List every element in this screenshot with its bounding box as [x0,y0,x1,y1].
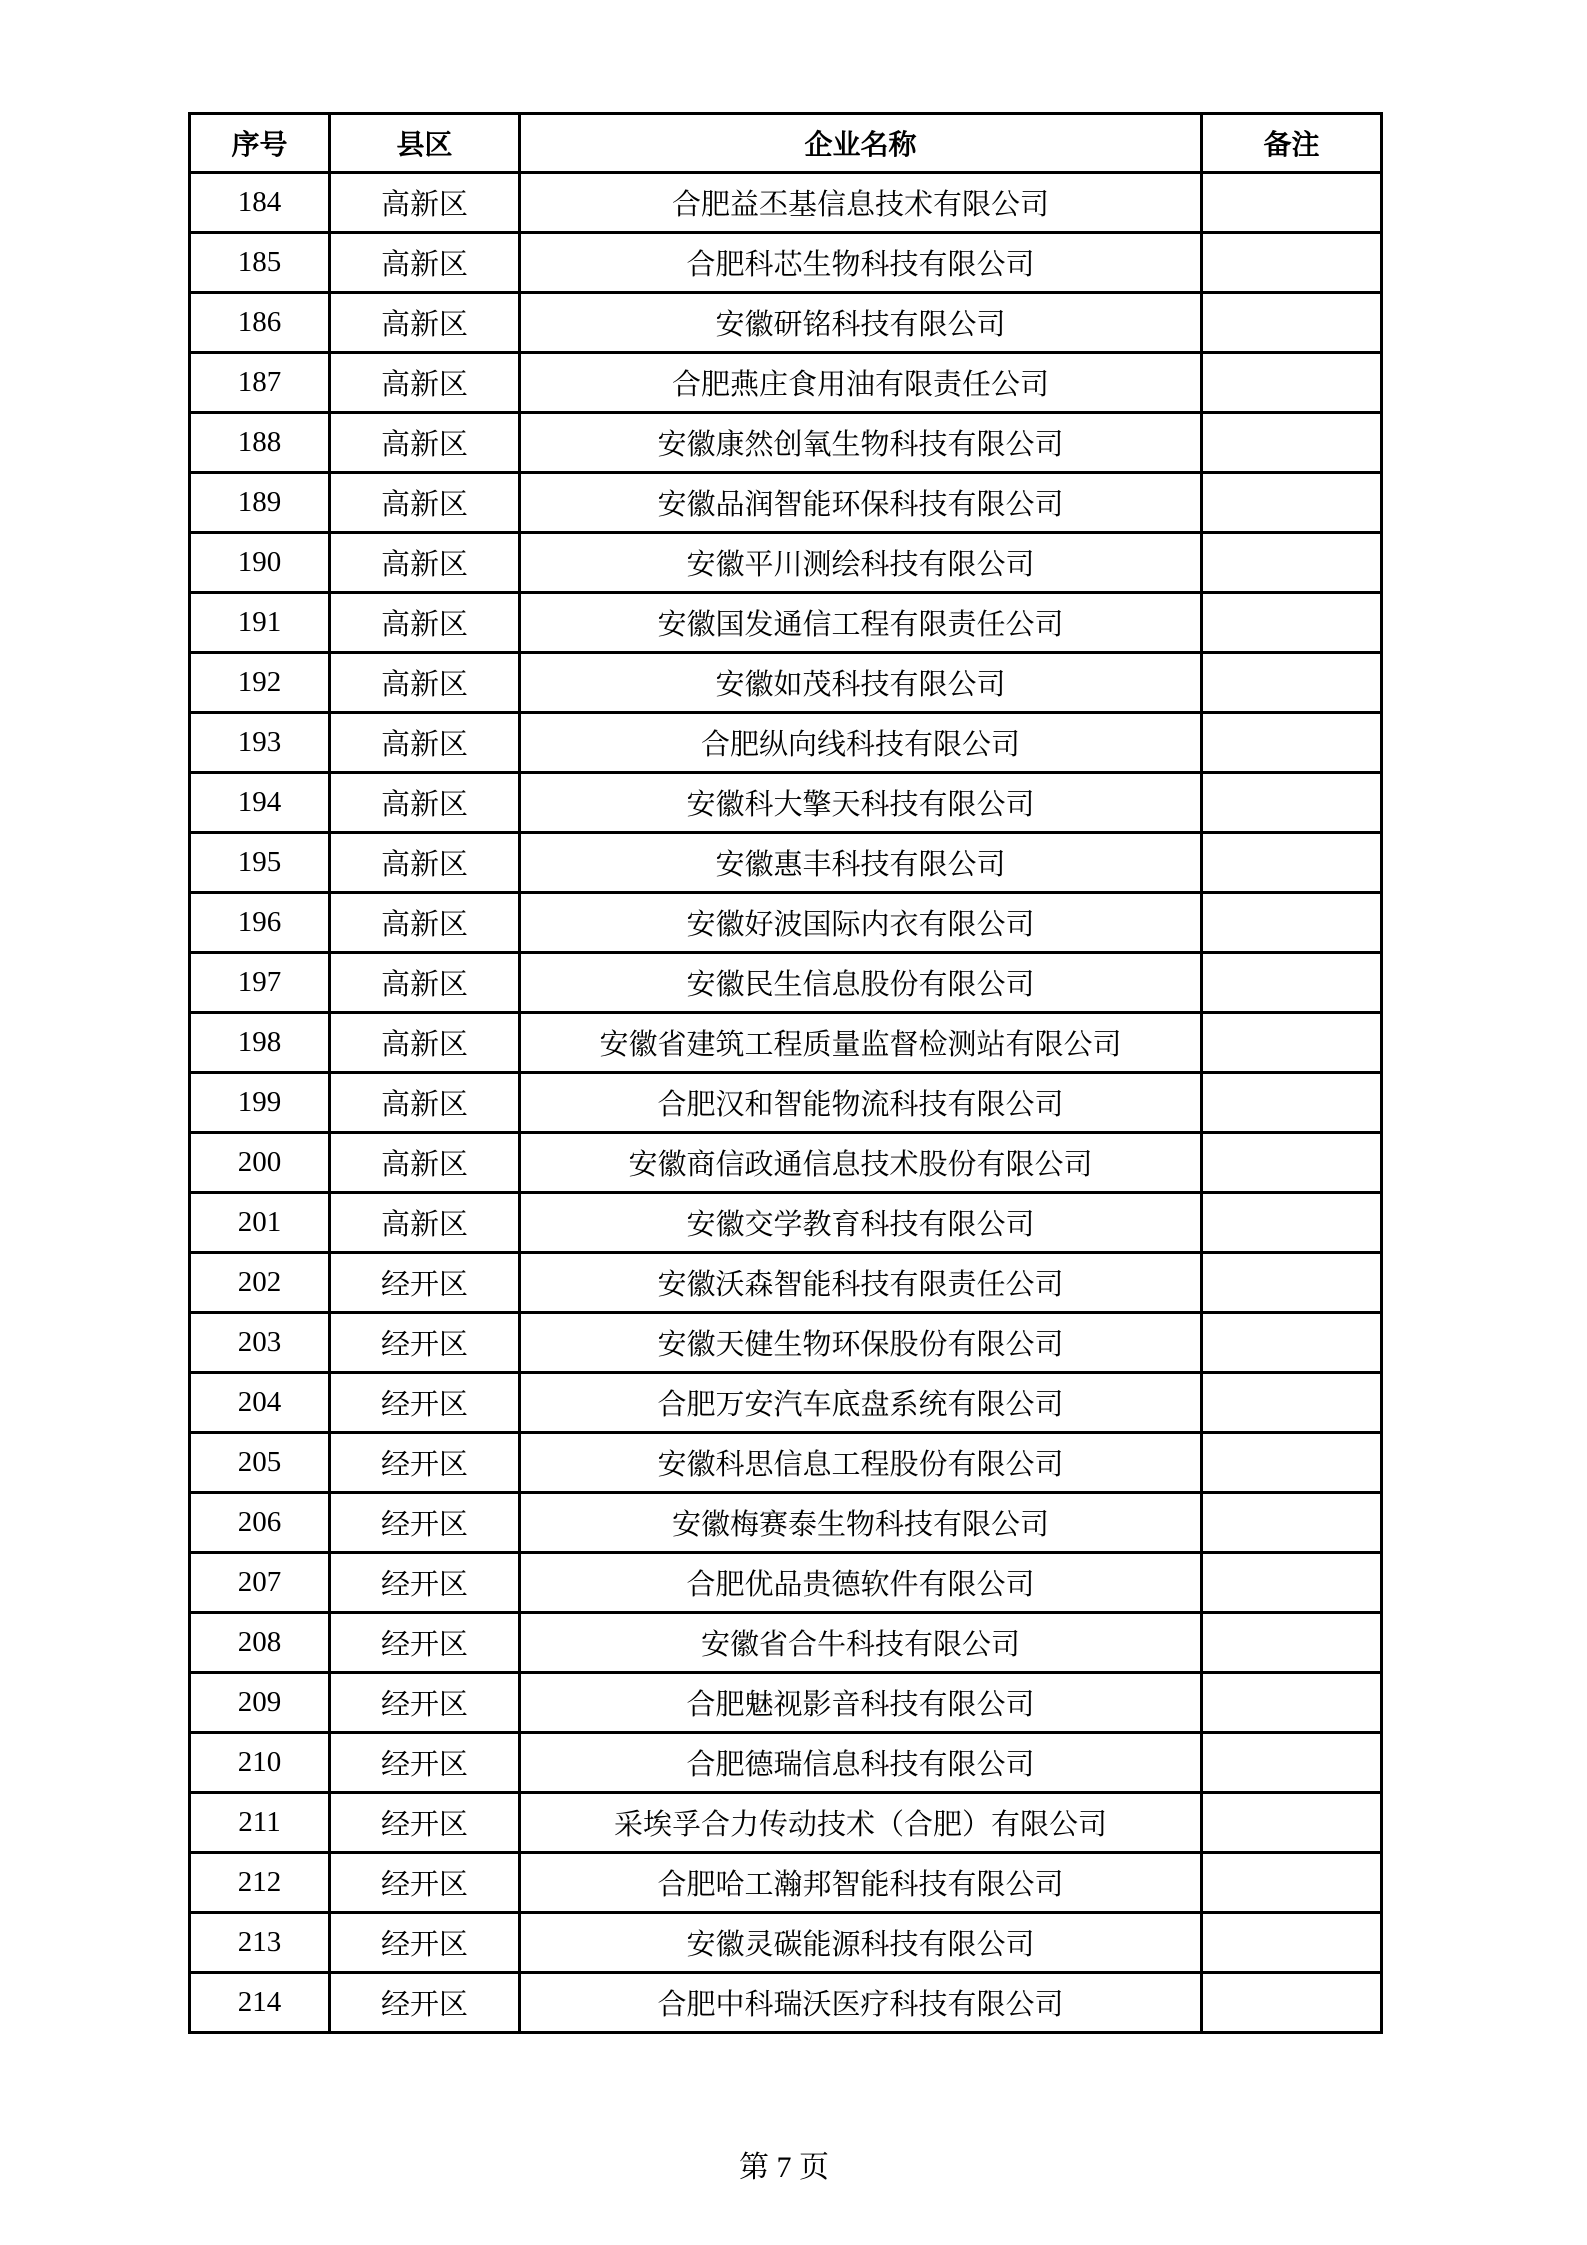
table-row [190,593,1382,653]
cell-district: 经开区 [330,1553,520,1613]
cell-company-name: 安徽沃森智能科技有限责任公司 [520,1253,1202,1313]
cell-serial-number: 198 [190,1013,330,1073]
cell-remark [1202,1553,1382,1613]
cell-district: 高新区 [330,1133,520,1193]
cell-remark [1202,293,1382,353]
table-row [190,1793,1382,1853]
cell-remark [1202,1673,1382,1733]
cell-company-name: 合肥德瑞信息科技有限公司 [520,1733,1202,1793]
table-row [190,233,1382,293]
cell-remark [1202,1493,1382,1553]
cell-company-name: 安徽交学教育科技有限公司 [520,1193,1202,1253]
cell-serial-number: 214 [190,1973,330,2033]
cell-company-name: 合肥汉和智能物流科技有限公司 [520,1073,1202,1133]
cell-company-name: 安徽科思信息工程股份有限公司 [520,1433,1202,1493]
cell-company-name: 安徽灵碳能源科技有限公司 [520,1913,1202,1973]
header-cell-district: 县区 [330,114,520,173]
cell-district: 高新区 [330,713,520,773]
cell-company-name: 合肥优品贵德软件有限公司 [520,1553,1202,1613]
cell-remark [1202,833,1382,893]
cell-remark [1202,1433,1382,1493]
cell-company-name: 合肥魅视影音科技有限公司 [520,1673,1202,1733]
cell-serial-number: 202 [190,1253,330,1313]
cell-company-name: 安徽惠丰科技有限公司 [520,833,1202,893]
cell-remark [1202,1913,1382,1973]
cell-remark [1202,1253,1382,1313]
cell-district: 经开区 [330,1673,520,1733]
cell-company-name: 安徽商信政通信息技术股份有限公司 [520,1133,1202,1193]
cell-remark [1202,773,1382,833]
cell-company-name: 合肥哈工瀚邦智能科技有限公司 [520,1853,1202,1913]
cell-district: 高新区 [330,1193,520,1253]
cell-district: 高新区 [330,1013,520,1073]
cell-remark [1202,1793,1382,1853]
cell-district: 高新区 [330,833,520,893]
cell-serial-number: 197 [190,953,330,1013]
cell-company-name: 合肥科芯生物科技有限公司 [520,233,1202,293]
company-table [188,112,1383,2034]
cell-district: 高新区 [330,413,520,473]
cell-remark [1202,1073,1382,1133]
cell-company-name: 安徽平川测绘科技有限公司 [520,533,1202,593]
cell-district: 经开区 [330,1253,520,1313]
cell-district: 高新区 [330,233,520,293]
cell-remark [1202,1133,1382,1193]
cell-serial-number: 203 [190,1313,330,1373]
cell-company-name: 合肥益丕基信息技术有限公司 [520,173,1202,233]
cell-serial-number: 187 [190,353,330,413]
table-row [190,173,1382,233]
cell-district: 高新区 [330,593,520,653]
cell-district: 经开区 [330,1733,520,1793]
cell-serial-number: 210 [190,1733,330,1793]
cell-company-name: 合肥万安汽车底盘系统有限公司 [520,1373,1202,1433]
cell-serial-number: 212 [190,1853,330,1913]
table-row [190,1073,1382,1133]
table-row [190,1253,1382,1313]
table-row [190,773,1382,833]
cell-serial-number: 204 [190,1373,330,1433]
table-row [190,833,1382,893]
cell-serial-number: 195 [190,833,330,893]
table-row [190,353,1382,413]
cell-serial-number: 208 [190,1613,330,1673]
cell-serial-number: 186 [190,293,330,353]
cell-remark [1202,653,1382,713]
header-cell-remark: 备注 [1202,114,1382,173]
cell-remark [1202,413,1382,473]
table-row [190,1493,1382,1553]
cell-remark [1202,233,1382,293]
cell-district: 高新区 [330,1073,520,1133]
cell-district: 经开区 [330,1493,520,1553]
cell-company-name: 安徽康然创氧生物科技有限公司 [520,413,1202,473]
table-body [190,173,1382,2033]
cell-district: 经开区 [330,1913,520,1973]
cell-serial-number: 211 [190,1793,330,1853]
table-row [190,293,1382,353]
cell-serial-number: 190 [190,533,330,593]
cell-district: 高新区 [330,773,520,833]
cell-district: 高新区 [330,473,520,533]
table-row [190,953,1382,1013]
cell-company-name: 安徽天健生物环保股份有限公司 [520,1313,1202,1373]
cell-serial-number: 185 [190,233,330,293]
cell-serial-number: 199 [190,1073,330,1133]
cell-district: 经开区 [330,1373,520,1433]
cell-serial-number: 206 [190,1493,330,1553]
cell-district: 高新区 [330,353,520,413]
cell-serial-number: 188 [190,413,330,473]
cell-remark [1202,173,1382,233]
table-row [190,1913,1382,1973]
table-row [190,653,1382,713]
cell-remark [1202,1733,1382,1793]
cell-remark [1202,1973,1382,2033]
cell-district: 经开区 [330,1313,520,1373]
cell-remark [1202,593,1382,653]
cell-serial-number: 207 [190,1553,330,1613]
cell-company-name: 安徽研铭科技有限公司 [520,293,1202,353]
cell-serial-number: 194 [190,773,330,833]
cell-district: 高新区 [330,533,520,593]
table-row [190,413,1382,473]
cell-remark [1202,1373,1382,1433]
cell-district: 经开区 [330,1433,520,1493]
cell-remark [1202,473,1382,533]
cell-serial-number: 192 [190,653,330,713]
table-row [190,1313,1382,1373]
table-row [190,1673,1382,1733]
cell-company-name: 合肥纵向线科技有限公司 [520,713,1202,773]
cell-company-name: 合肥中科瑞沃医疗科技有限公司 [520,1973,1202,2033]
cell-serial-number: 200 [190,1133,330,1193]
cell-district: 经开区 [330,1613,520,1673]
cell-remark [1202,353,1382,413]
header-cell-no: 序号 [190,114,330,173]
cell-remark [1202,1853,1382,1913]
cell-serial-number: 196 [190,893,330,953]
cell-serial-number: 213 [190,1913,330,1973]
cell-company-name: 安徽好波国际内衣有限公司 [520,893,1202,953]
table-row [190,713,1382,773]
table-row [190,1973,1382,2033]
cell-serial-number: 201 [190,1193,330,1253]
cell-district: 经开区 [330,1973,520,2033]
cell-company-name: 安徽科大擎天科技有限公司 [520,773,1202,833]
cell-serial-number: 191 [190,593,330,653]
header-cell-company: 企业名称 [520,114,1202,173]
table-row [190,1373,1382,1433]
table-row [190,473,1382,533]
cell-company-name: 安徽国发通信工程有限责任公司 [520,593,1202,653]
cell-serial-number: 209 [190,1673,330,1733]
cell-company-name: 安徽民生信息股份有限公司 [520,953,1202,1013]
cell-serial-number: 193 [190,713,330,773]
cell-serial-number: 205 [190,1433,330,1493]
cell-remark [1202,1613,1382,1673]
cell-remark [1202,533,1382,593]
cell-company-name: 安徽省合牛科技有限公司 [520,1613,1202,1673]
table-row [190,1133,1382,1193]
cell-company-name: 安徽如茂科技有限公司 [520,653,1202,713]
table-row [190,1193,1382,1253]
cell-company-name: 安徽省建筑工程质量监督检测站有限公司 [520,1013,1202,1073]
table-row [190,893,1382,953]
cell-district: 高新区 [330,293,520,353]
table-row [190,533,1382,593]
cell-district: 高新区 [330,953,520,1013]
cell-company-name: 采埃孚合力传动技术（合肥）有限公司 [520,1793,1202,1853]
cell-remark [1202,713,1382,773]
cell-company-name: 安徽品润智能环保科技有限公司 [520,473,1202,533]
cell-district: 经开区 [330,1853,520,1913]
table-row [190,1553,1382,1613]
table-row [190,1853,1382,1913]
cell-remark [1202,953,1382,1013]
cell-district: 高新区 [330,893,520,953]
cell-remark [1202,893,1382,953]
cell-company-name: 合肥燕庄食用油有限责任公司 [520,353,1202,413]
cell-remark [1202,1193,1382,1253]
cell-company-name: 安徽梅赛泰生物科技有限公司 [520,1493,1202,1553]
cell-serial-number: 189 [190,473,330,533]
cell-district: 高新区 [330,173,520,233]
table-row [190,1733,1382,1793]
cell-remark [1202,1013,1382,1073]
page-footer: 第 7 页 [739,2151,829,2184]
cell-serial-number: 184 [190,173,330,233]
cell-remark [1202,1313,1382,1373]
table-header-row [190,114,1382,173]
cell-district: 高新区 [330,653,520,713]
table-row [190,1013,1382,1073]
table-row [190,1433,1382,1493]
cell-district: 经开区 [330,1793,520,1853]
table-row [190,1613,1382,1673]
